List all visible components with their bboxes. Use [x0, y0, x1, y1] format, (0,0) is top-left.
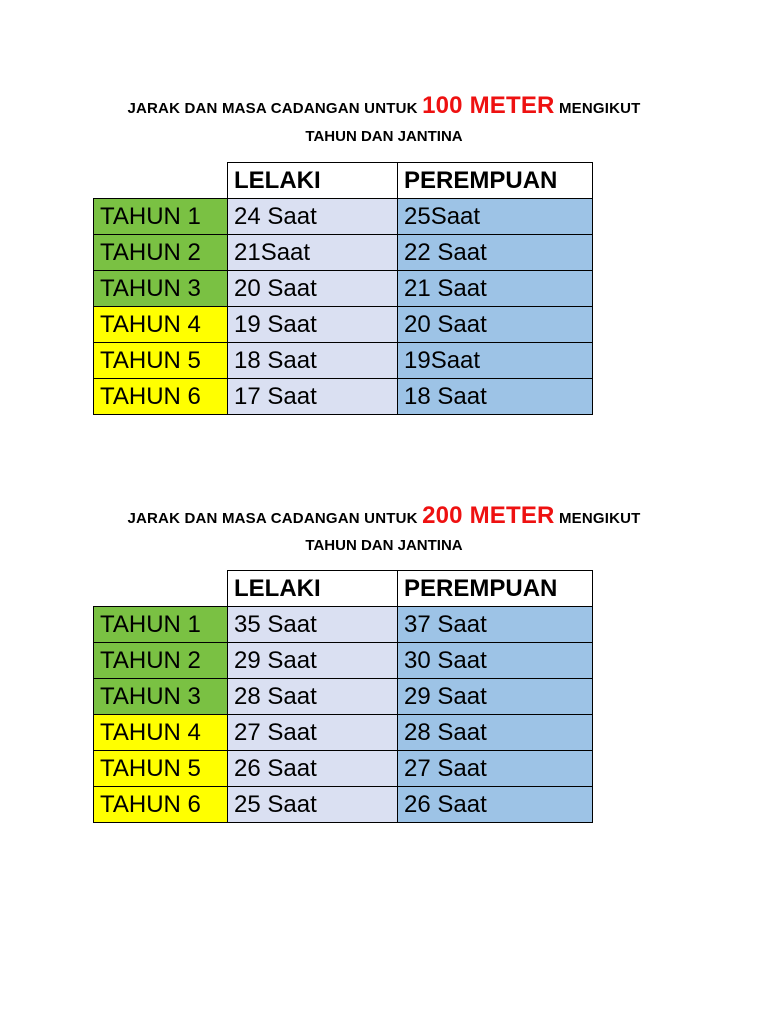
header-perempuan: PEREMPUAN [398, 163, 593, 199]
lelaki-cell: 29 Saat [228, 643, 398, 679]
lelaki-cell: 28 Saat [228, 679, 398, 715]
perempuan-cell: 28 Saat [398, 715, 593, 751]
perempuan-cell: 18 Saat [398, 379, 593, 415]
year-cell: TAHUN 5 [94, 751, 228, 787]
year-cell: TAHUN 6 [94, 379, 228, 415]
table-row [94, 199, 593, 235]
title-suffix: MENGIKUT [558, 510, 641, 527]
times-table-200m [93, 570, 593, 823]
lelaki-cell: 20 Saat [228, 271, 398, 307]
perempuan-cell: 19Saat [398, 343, 593, 379]
year-cell: TAHUN 3 [94, 679, 228, 715]
year-cell: TAHUN 2 [94, 235, 228, 271]
lelaki-cell: 18 Saat [228, 343, 398, 379]
title-prefix: JARAK DAN MASA CADANGAN UNTUK [127, 510, 418, 527]
table-header-row [94, 163, 593, 199]
lelaki-cell: 35 Saat [228, 607, 398, 643]
table-row [94, 379, 593, 415]
table-row [94, 643, 593, 679]
table-row [94, 607, 593, 643]
title-prefix: JARAK DAN MASA CADANGAN UNTUK [127, 100, 418, 117]
perempuan-cell: 20 Saat [398, 307, 593, 343]
lelaki-cell: 26 Saat [228, 751, 398, 787]
year-cell: TAHUN 1 [94, 199, 228, 235]
section-title [0, 502, 768, 530]
perempuan-cell: 26 Saat [398, 787, 593, 823]
table-row [94, 307, 593, 343]
title-highlight: 100 METER [422, 92, 555, 119]
year-cell: TAHUN 6 [94, 787, 228, 823]
table-header-row [94, 571, 593, 607]
table-row [94, 751, 593, 787]
perempuan-cell: 21 Saat [398, 271, 593, 307]
perempuan-cell: 29 Saat [398, 679, 593, 715]
title-suffix: MENGIKUT [558, 100, 641, 117]
title-highlight: 200 METER [422, 502, 555, 529]
perempuan-cell: 27 Saat [398, 751, 593, 787]
table-row [94, 679, 593, 715]
header-lelaki: LELAKI [228, 571, 398, 607]
year-cell: TAHUN 4 [94, 307, 228, 343]
table-row [94, 715, 593, 751]
section-subtitle: TAHUN DAN JANTINA [305, 128, 463, 145]
section-title [0, 92, 768, 120]
table-row [94, 787, 593, 823]
lelaki-cell: 25 Saat [228, 787, 398, 823]
year-cell: TAHUN 3 [94, 271, 228, 307]
empty-corner-cell [94, 163, 228, 199]
section-subtitle: TAHUN DAN JANTINA [305, 537, 463, 554]
perempuan-cell: 37 Saat [398, 607, 593, 643]
times-table-100m [93, 162, 593, 415]
lelaki-cell: 21Saat [228, 235, 398, 271]
lelaki-cell: 19 Saat [228, 307, 398, 343]
year-cell: TAHUN 1 [94, 607, 228, 643]
lelaki-cell: 17 Saat [228, 379, 398, 415]
table-row [94, 235, 593, 271]
table-row [94, 343, 593, 379]
table-row [94, 271, 593, 307]
lelaki-cell: 24 Saat [228, 199, 398, 235]
perempuan-cell: 30 Saat [398, 643, 593, 679]
empty-corner-cell [94, 571, 228, 607]
year-cell: TAHUN 2 [94, 643, 228, 679]
perempuan-cell: 22 Saat [398, 235, 593, 271]
year-cell: TAHUN 5 [94, 343, 228, 379]
lelaki-cell: 27 Saat [228, 715, 398, 751]
year-cell: TAHUN 4 [94, 715, 228, 751]
header-lelaki: LELAKI [228, 163, 398, 199]
perempuan-cell: 25Saat [398, 199, 593, 235]
header-perempuan: PEREMPUAN [398, 571, 593, 607]
